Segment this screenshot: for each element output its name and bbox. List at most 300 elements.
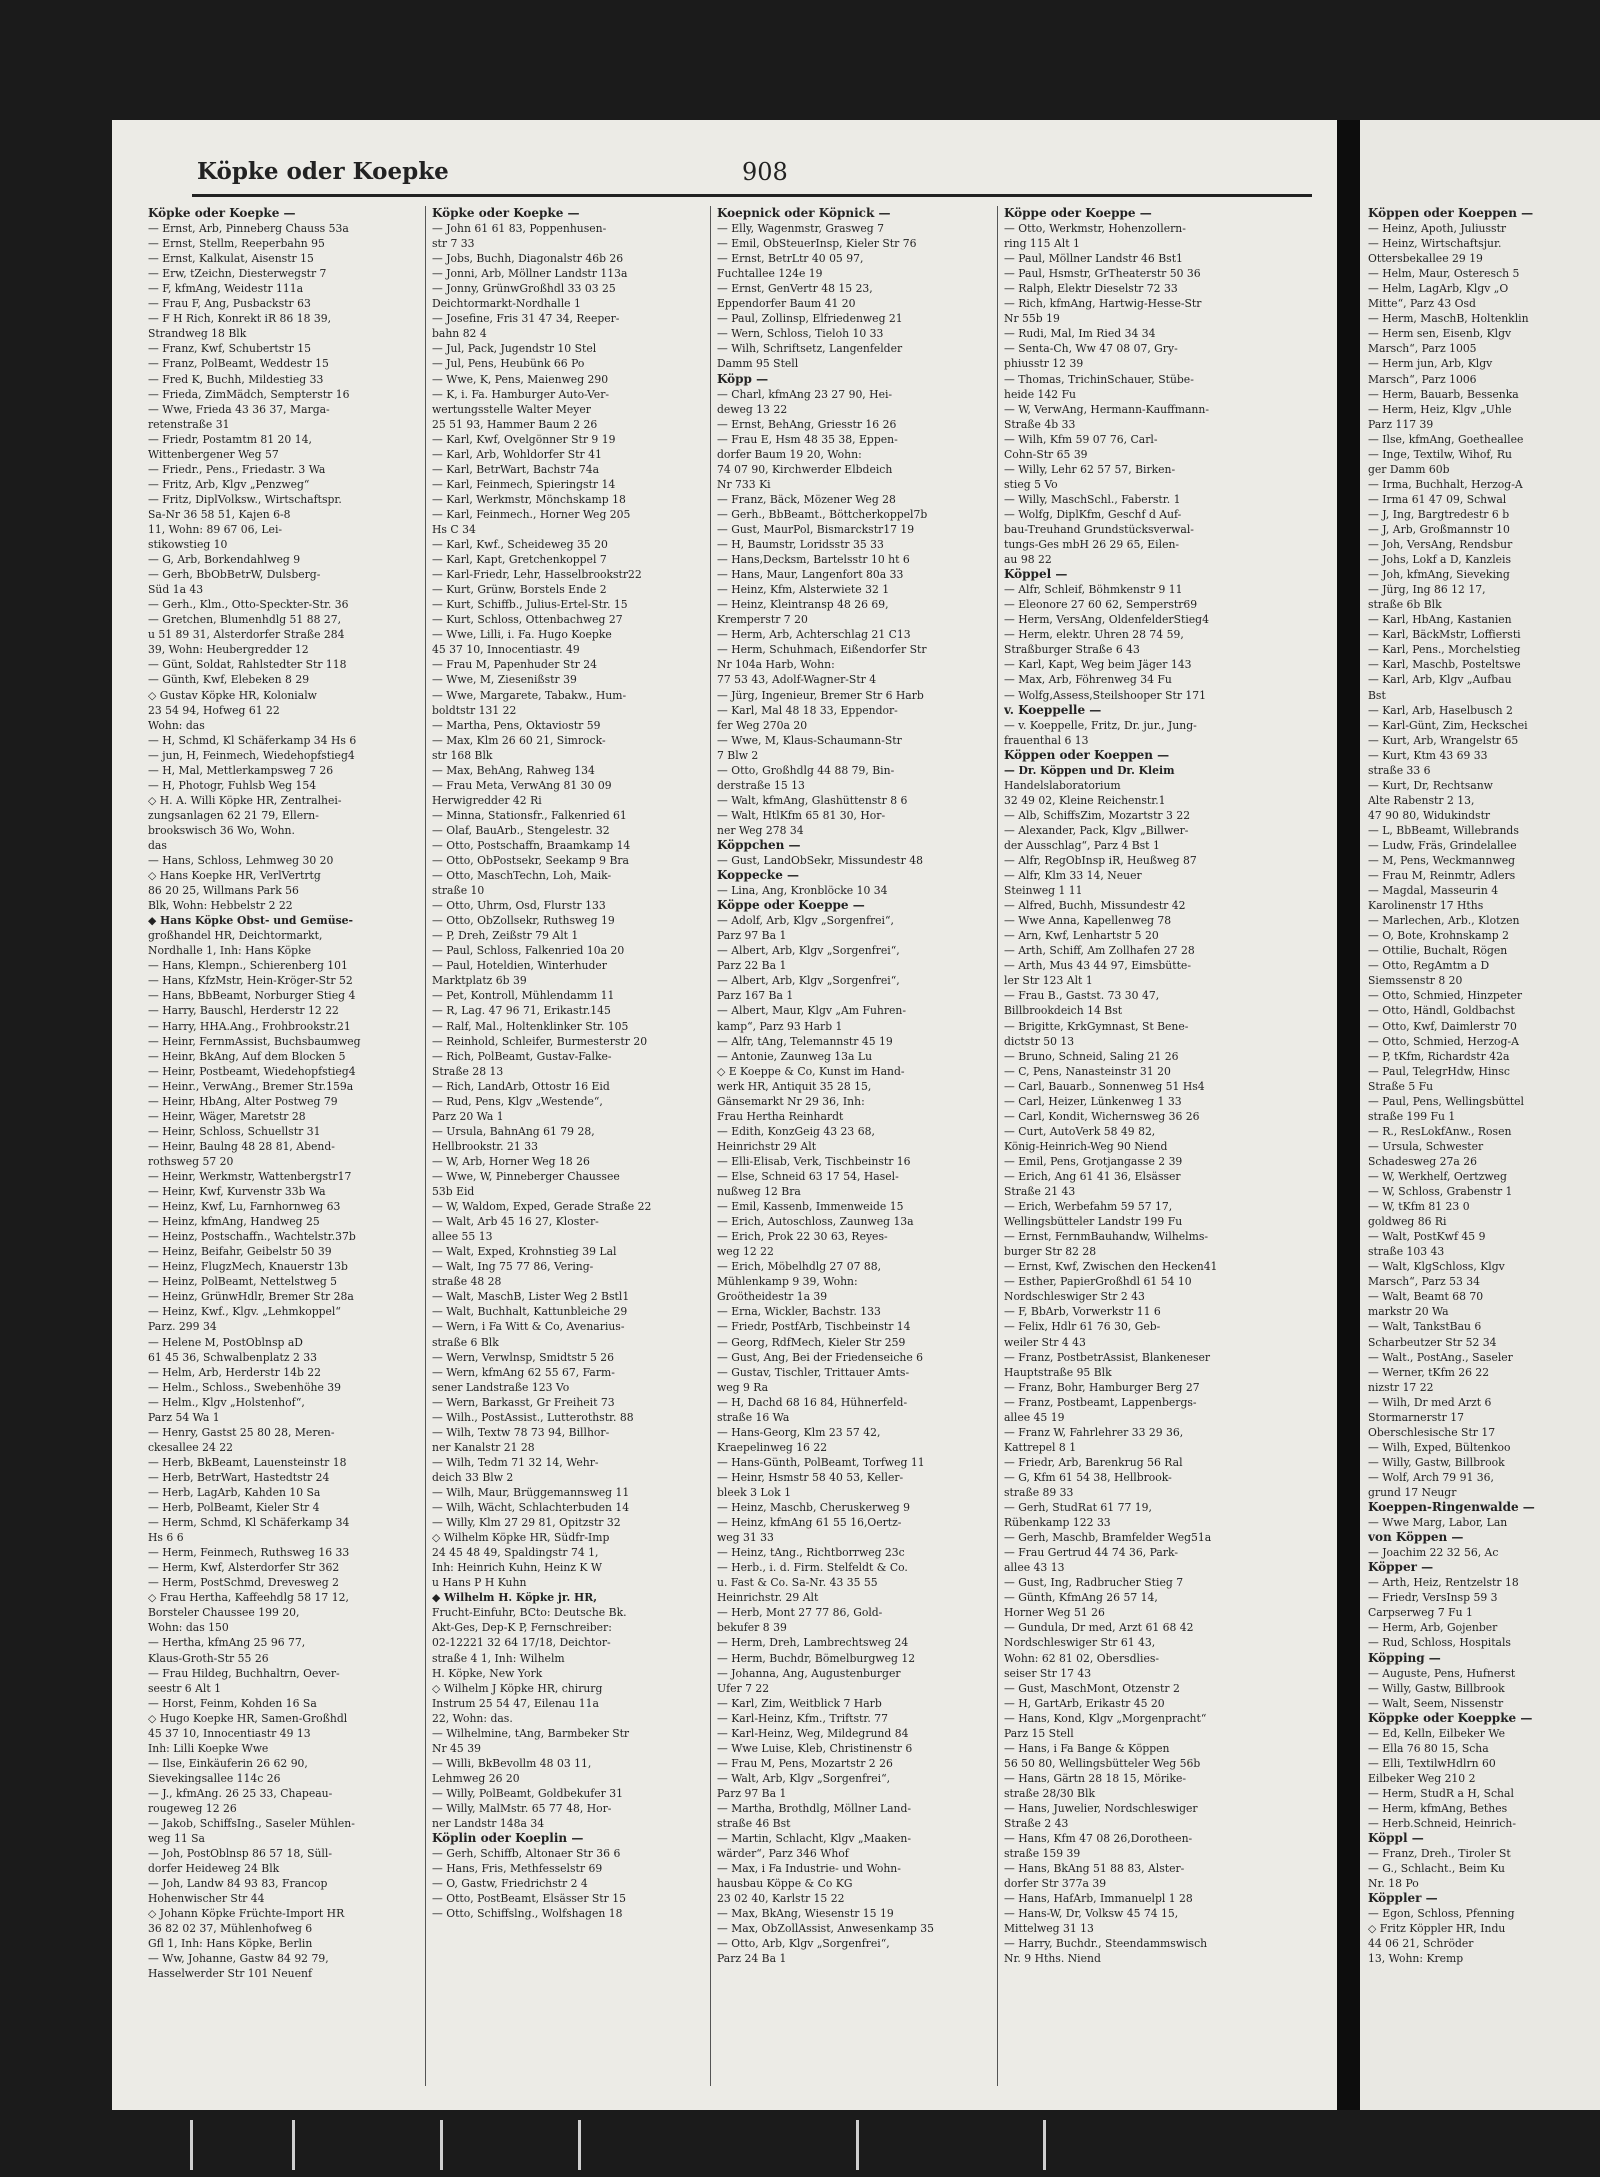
directory-entry-line: Steinweg 1 11: [1004, 884, 1083, 898]
directory-entry-line: — Wilh, Textw 78 73 94, Billhor-: [432, 1425, 610, 1439]
directory-entry-line: — Karl, Arb, Haselbusch 2: [1368, 703, 1513, 717]
directory-entry-line: — Willy, PolBeamt, Goldbekufer 31: [432, 1786, 624, 1800]
directory-entry-line: — Ernst, BehAng, Griesstr 16 26: [717, 417, 897, 431]
directory-entry-line: — Paul, Hoteldien, Winterhuder: [432, 959, 607, 973]
directory-entry-line: — P, tKfm, Richardstr 42a: [1368, 1049, 1510, 1063]
directory-entry-line: — Paul, Schloss, Falkenried 10a 20: [432, 944, 625, 958]
directory-entry-line: — Bruno, Schneid, Saling 21 26: [1004, 1049, 1179, 1063]
directory-entry-line: — Erich, Ang 61 41 36, Elsässer: [1004, 1170, 1181, 1183]
directory-entry-line: Wohn: 62 81 02, Obersdlies-: [1004, 1651, 1160, 1665]
directory-entry-line: Parz. 299 34: [148, 1320, 217, 1334]
directory-entry-line: Köppen oder Koeppen —: [1368, 206, 1534, 220]
directory-entry-line: — Minna, Stationsfr., Falkenried 61: [432, 808, 627, 822]
directory-entry-line: 24 45 48 49, Spaldingstr 74 1,: [432, 1546, 599, 1560]
directory-entry-line: — Heinz, GrünwHdlr, Bremer Str 28a: [148, 1290, 354, 1304]
directory-entry-line: — Wolfg, DiplKfm, Geschf d Auf-: [1004, 507, 1182, 521]
directory-entry-line: — Georg, RdfMech, Kieler Str 259: [717, 1335, 906, 1349]
directory-entry-line: 22, Wohn: das.: [432, 1711, 513, 1725]
directory-entry-line: Marktplatz 6b 39: [432, 974, 527, 988]
directory-entry-line: — Martha, Brothdlg, Möllner Land-: [717, 1801, 912, 1815]
directory-entry-line: weiler Str 4 43: [1004, 1335, 1086, 1349]
directory-entry-line: — Carl, Kondit, Wichernsweg 36 26: [1004, 1109, 1200, 1123]
directory-entry-line: — Fred K, Buchh, Mildestieg 33: [148, 372, 324, 386]
directory-page-right: [1360, 120, 1600, 2110]
directory-entry-line: — Erich, Möbelhdlg 27 07 88,: [717, 1260, 882, 1274]
directory-entry-line: — Friedr., Pens., Friedastr. 3 Wa: [148, 462, 326, 476]
directory-entry-line: — W, Waldom, Exped, Gerade Straße 22: [432, 1200, 652, 1214]
directory-entry-line: allee 43 13: [1004, 1561, 1065, 1575]
directory-entry-line: — Hans, KfzMstr, Hein-Kröger-Str 52: [148, 974, 353, 988]
directory-entry-line: — Gust, MaschMont, Otzenstr 2: [1004, 1681, 1180, 1695]
directory-entry-line: — Senta-Ch, Ww 47 08 07, Gry-: [1004, 342, 1178, 356]
directory-entry-line: — K, i. Fa. Hamburger Auto-Ver-: [432, 387, 610, 401]
directory-entry-line: — Ernst, Kwf, Zwischen den Hecken41: [1004, 1260, 1218, 1274]
directory-entry-line: — Herb, BkBeamt, Lauensteinstr 18: [148, 1455, 347, 1469]
directory-entry-line: Lehmweg 26 20: [432, 1771, 520, 1785]
directory-entry-line: König-Heinrich-Weg 90 Niend: [1004, 1139, 1168, 1153]
directory-entry-line: Köppel —: [1004, 567, 1068, 582]
directory-entry-line: — Gerh, StudRat 61 77 19,: [1004, 1501, 1152, 1515]
directory-entry-line: — Ottilie, Buchalt, Rögen: [1368, 944, 1508, 958]
directory-entry-line: — Lina, Ang, Kronblöcke 10 34: [717, 884, 888, 898]
directory-entry-line: — Ed, Kelln, Eilbeker We: [1368, 1726, 1505, 1740]
directory-entry-line: — Werner, tKfm 26 22: [1368, 1365, 1490, 1379]
directory-entry-line: 13, Wohn: Kremp: [1368, 1952, 1464, 1966]
directory-entry-line: — Max, BkAng, Wiesenstr 15 19: [717, 1907, 894, 1921]
directory-entry-line: — Herm, Dreh, Lambrechtsweg 24: [717, 1636, 909, 1650]
directory-entry-line: Handelslaboratorium: [1004, 778, 1121, 792]
directory-entry-line: — Herb.Schneid, Heinrich-: [1368, 1817, 1516, 1831]
page-number: 908: [742, 158, 788, 186]
directory-entry-line: — Carl, Bauarb., Sonnenweg 51 Hs4: [1004, 1079, 1205, 1093]
directory-entry-line: Straße 21 43: [1004, 1185, 1076, 1199]
directory-entry-line: str 7 33: [432, 237, 475, 251]
directory-entry-line: — Heinr, Werkmstr, Wattenbergstr17: [148, 1170, 352, 1183]
directory-entry-line: weg 11 Sa: [148, 1832, 205, 1846]
directory-entry-line: Koppecke —: [717, 868, 800, 883]
directory-entry-line: — Ernst, Arb, Pinneberg Chauss 53a: [148, 222, 349, 236]
directory-entry-line: Akt-Ges, Dep-K P, Fernschreiber:: [432, 1621, 612, 1635]
directory-entry-line: — Frau M, Reinmtr, Adlers: [1368, 869, 1516, 883]
directory-entry-line: — R, Lag. 47 96 71, Erikastr.145: [432, 1004, 611, 1018]
directory-entry-line: — Günth, Kwf, Elebeken 8 29: [148, 673, 310, 687]
directory-entry-line: — Heinz, Wirtschaftsjur.: [1368, 237, 1502, 251]
directory-entry-line: — Otto, Schmied, Hinzpeter: [1368, 989, 1523, 1003]
directory-entry-line: — J, Ing, Bargtredestr 6 b: [1368, 507, 1510, 521]
directory-entry-line: straße 33 6: [1368, 763, 1431, 777]
directory-entry-line: ◇ Wilhelm J Köpke HR, chirurg: [432, 1681, 603, 1695]
directory-entry-line: — H, Dachd 68 16 84, Hühnerfeld-: [717, 1395, 908, 1409]
directory-entry-line: — Ernst, GenVertr 48 15 23,: [717, 282, 873, 296]
directory-entry-line: — Herm sen, Eisenb, Klgv: [1368, 327, 1512, 341]
directory-entry-line: — W, Werkhelf, Oertzweg: [1368, 1170, 1507, 1183]
directory-entry-line: — Jobs, Buchh, Diagonalstr 46b 26: [432, 252, 624, 266]
directory-entry-line: ◇ Wilhelm Köpke HR, Südfr-Imp: [432, 1531, 610, 1545]
directory-entry-line: — Alfr, tAng, Telemannstr 45 19: [717, 1034, 893, 1048]
directory-entry-line: Köpper —: [1368, 1560, 1434, 1575]
directory-entry-line: — Otto, Händl, Goldbachst: [1368, 1004, 1515, 1018]
directory-entry-line: — Wwe, K, Pens, Maienweg 290: [432, 372, 609, 386]
directory-entry-line: — Marlechen, Arb., Klotzen: [1368, 914, 1520, 928]
directory-entry-line: — Wwe, Frieda 43 36 37, Marga-: [148, 402, 330, 416]
directory-entry-line: — H, GartArb, Erikastr 45 20: [1004, 1696, 1165, 1710]
directory-entry-line: goldweg 86 Ri: [1368, 1215, 1447, 1229]
directory-entry-line: — Karl, HbAng, Kastanien: [1368, 613, 1512, 627]
column-divider: [425, 206, 426, 2086]
directory-entry-line: — Ernst, FernmBauhandw, Wilhelms-: [1004, 1230, 1209, 1244]
directory-entry-line: — Harry, HHA.Ang., Frohbrookstr.21: [148, 1019, 351, 1033]
directory-entry-line: — Hertha, kfmAng 25 96 77,: [148, 1636, 306, 1650]
directory-entry-line: — Jürg, Ing 86 12 17,: [1368, 583, 1486, 597]
directory-column-right: [1368, 206, 1598, 2086]
directory-entry-line: — Wwe, M, Klaus-Schaumann-Str: [717, 733, 902, 747]
directory-entry-line: — Paul, Pens, Wellingsbüttel: [1368, 1094, 1525, 1108]
directory-entry-line: — Rud, Schloss, Hospitals: [1368, 1636, 1511, 1650]
directory-entry-line: Koeppen-Ringenwalde —: [1368, 1500, 1535, 1515]
directory-entry-line: 44 06 21, Schröder: [1368, 1937, 1474, 1951]
directory-entry-line: — Harry, Buchdr., Steendammswisch: [1004, 1937, 1208, 1951]
directory-entry-line: 56 50 80, Wellingsbütteler Weg 56b: [1004, 1756, 1201, 1770]
directory-entry-line: — Gust, MaurPol, Bismarckstr17 19: [717, 522, 915, 536]
directory-entry-line: — Karl, Arb, Wohldorfer Str 41: [432, 447, 602, 461]
directory-entry-line: — Heinz, kfmAng, Handweg 25: [148, 1215, 320, 1229]
directory-entry-line: Kraepelinweg 16 22: [717, 1440, 828, 1454]
directory-entry-line: — jun, H, Feinmech, Wiedehopfstieg4: [148, 748, 355, 762]
directory-entry-line: — Otto, Uhrm, Osd, Flurstr 133: [432, 899, 606, 913]
directory-entry-line: — Ralph, Elektr Dieselstr 72 33: [1004, 282, 1178, 296]
directory-entry-line: — Paul, Möllner Landstr 46 Bst1: [1004, 252, 1183, 266]
directory-entry-line: straße 28/30 Blk: [1004, 1786, 1095, 1800]
directory-entry-line: weg 9 Ra: [717, 1380, 769, 1394]
directory-entry-line: — Arth, Mus 43 44 97, Eimsbütte-: [1004, 959, 1191, 973]
directory-entry-line: — Arth, Schiff, Am Zollhafen 27 28: [1004, 944, 1195, 958]
directory-page-left: [112, 120, 1337, 2110]
directory-entry-line: Alte Rabenstr 2 13,: [1368, 793, 1475, 807]
directory-entry-line: — Rich, LandArb, Ottostr 16 Eid: [432, 1079, 610, 1093]
directory-entry-line: straße 6 Blk: [432, 1335, 499, 1349]
directory-entry-line: — Harry, Bauschl, Herderstr 12 22: [148, 1004, 339, 1018]
directory-entry-line: — Felix, Hdlr 61 76 30, Geb-: [1004, 1320, 1161, 1334]
directory-entry-line: Blk, Wohn: Hebbelstr 2 22: [148, 899, 293, 913]
directory-entry-line: — Wilh, Schriftsetz, Langenfelder: [717, 342, 903, 356]
directory-entry-line: — Walt, MaschB, Lister Weg 2 Bstl1: [432, 1290, 630, 1304]
directory-entry-line: Heinrichstr 29 Alt: [717, 1139, 817, 1153]
page-header-title: Köpke oder Koepke: [197, 158, 449, 185]
directory-entry-line: — Albert, Arb, Klgv „Sorgenfrei“,: [717, 974, 900, 988]
directory-entry-line: — Otto, ObZollsekr, Ruthsweg 19: [432, 914, 615, 928]
directory-entry-line: Bst: [1368, 688, 1386, 702]
directory-entry-line: — Adolf, Arb, Klgv „Sorgenfrei“,: [717, 914, 894, 928]
directory-entry-line: Frau Hertha Reinhardt: [717, 1109, 844, 1123]
book-gutter: [1337, 120, 1360, 2110]
directory-entry-line: Koepnick oder Köpnick —: [717, 206, 891, 220]
directory-entry-line: weg 12 22: [717, 1245, 774, 1259]
directory-entry-line: — Edith, KonzGeig 43 23 68,: [717, 1124, 875, 1138]
directory-entry-line: dorfer Baum 19 20, Wohn:: [717, 447, 862, 461]
directory-entry-line: Karolinenstr 17 Hths: [1368, 899, 1484, 913]
directory-entry-line: Straße 4b 33: [1004, 417, 1076, 431]
directory-entry-line: — Franz, Kwf, Schubertstr 15: [148, 342, 311, 356]
directory-entry-line: Gänsemarkt Nr 29 36, Inh:: [717, 1094, 865, 1108]
directory-entry-line: Hs C 34: [432, 522, 476, 536]
directory-entry-line: Horner Weg 51 26: [1004, 1606, 1105, 1620]
directory-entry-line: — Wwe, Lilli, i. Fa. Hugo Koepke: [432, 628, 612, 642]
directory-entry-line: Eppendorfer Baum 41 20: [717, 297, 856, 311]
directory-entry-line: — Pet, Kontroll, Mühlendamm 11: [432, 989, 615, 1003]
directory-entry-line: — Hans, Schloss, Lehmweg 30 20: [148, 854, 334, 868]
directory-entry-line: — Wilh, Kfm 59 07 76, Carl-: [1004, 432, 1158, 446]
directory-entry-line: — Karl, Werkmstr, Mönchskamp 18: [432, 492, 626, 506]
directory-entry-line: — Otto, Postschaffn, Braamkamp 14: [432, 838, 631, 852]
directory-entry-line: — O, Bote, Krohnskamp 2: [1368, 929, 1509, 943]
directory-entry-line: — Herb, BetrWart, Hastedtstr 24: [148, 1470, 330, 1484]
directory-entry-line: — Wwe, Margarete, Tabakw., Hum-: [432, 688, 627, 702]
directory-entry-line: — Kurt, Grünw, Borstels Ende 2: [432, 583, 607, 597]
directory-entry-line: — Frau Hildeg, Buchhaltrn, Oever-: [148, 1666, 340, 1680]
directory-entry-line: — Jakob, SchiffsIng., Saseler Mühlen-: [148, 1817, 355, 1831]
directory-entry-line: — Charl, kfmAng 23 27 90, Hei-: [717, 387, 893, 401]
directory-entry-line: — H, Schmd, Kl Schäferkamp 34 Hs 6: [148, 733, 357, 747]
directory-entry-line: ◇ H. A. Willi Köpke HR, Zentralhei-: [148, 793, 342, 807]
directory-entry-line: — Herm, Bauarb, Bessenka: [1368, 387, 1519, 401]
directory-entry-line: u 51 89 31, Alsterdorfer Straße 284: [148, 628, 345, 642]
directory-entry-line: — Max, ObZollAssist, Anwesenkamp 35: [717, 1922, 934, 1936]
film-mark: [292, 2120, 295, 2170]
directory-entry-line: Parz 117 39: [1368, 417, 1434, 431]
directory-entry-line: ckesallee 24 22: [148, 1440, 233, 1454]
directory-entry-line: — Heinr, Schloss, Schuellstr 31: [148, 1124, 321, 1138]
directory-entry-line: — Heinz, PolBeamt, Nettelstweg 5: [148, 1275, 338, 1289]
directory-entry-line: — Hans, Maur, Langenfort 80a 33: [717, 568, 904, 582]
directory-entry-line: — Arn, Kwf, Lenhartstr 5 20: [1004, 929, 1159, 943]
directory-entry-line: 23 02 40, Karlstr 15 22: [717, 1892, 845, 1906]
directory-entry-line: — Günth, KfmAng 26 57 14,: [1004, 1591, 1158, 1605]
directory-entry-line: au 98 22: [1004, 553, 1052, 567]
directory-entry-line: — Ernst, BetrLtr 40 05 97,: [717, 252, 864, 266]
directory-entry-line: Nr 45 39: [432, 1741, 481, 1755]
directory-entry-line: — Heinr, HbAng, Alter Postweg 79: [148, 1094, 338, 1108]
directory-entry-line: — Otto, Arb, Klgv „Sorgenfrei“,: [717, 1937, 890, 1951]
directory-entry-line: — Otto, Schmied, Herzog-A: [1368, 1034, 1519, 1048]
directory-entry-line: — Karl-Günt, Zim, Heckschei: [1368, 718, 1528, 732]
directory-entry-line: — Ilse, Einkäuferin 26 62 90,: [148, 1756, 308, 1770]
directory-entry-line: Borsteler Chaussee 199 20,: [148, 1606, 300, 1620]
directory-entry-line: straße 89 33: [1004, 1485, 1074, 1499]
directory-entry-line: — Hans, BbBeamt, Norburger Stieg 4: [148, 989, 356, 1003]
directory-entry-line: — Walt, Beamt 68 70: [1368, 1290, 1484, 1304]
directory-entry-line: — Magdal, Masseurin 4: [1368, 884, 1499, 898]
directory-entry-line: — Hans, i Fa Bange & Köppen: [1004, 1741, 1170, 1755]
directory-entry-line: — Elli-Elisab, Verk, Tischbeinstr 16: [717, 1154, 911, 1168]
directory-entry-line: — Friedr, VersInsp 59 3: [1368, 1591, 1498, 1605]
directory-entry-line: 45 37 10, Innocentiastr. 49: [432, 643, 580, 657]
directory-entry-line: — G., Schlacht., Beim Ku: [1368, 1862, 1505, 1876]
directory-entry-line: — Herb, LagArb, Kahden 10 Sa: [148, 1485, 321, 1499]
directory-entry-line: tungs-Ges mbH 26 29 65, Eilen-: [1004, 538, 1180, 552]
directory-entry-line: — Hans, HafArb, Immanuelpl 1 28: [1004, 1892, 1193, 1906]
directory-entry-line: — Antonie, Zaunweg 13a Lu: [717, 1049, 873, 1063]
directory-entry-line: — Herm jun, Arb, Klgv: [1368, 357, 1493, 371]
directory-entry-line: Wittenbergener Weg 57: [148, 447, 279, 461]
directory-entry-line: Kattrepel 8 1: [1004, 1440, 1077, 1454]
directory-entry-line: — Herm, Arb, Achterschlag 21 C13: [717, 628, 911, 642]
directory-entry-line: — G, Kfm 61 54 38, Hellbrook-: [1004, 1470, 1172, 1484]
directory-entry-line: Inh: Lilli Koepke Wwe: [148, 1741, 269, 1755]
directory-entry-line: — Gerh., BbBeamt., Böttcherkoppel7b: [717, 507, 928, 521]
directory-entry-line: — Inge, Textilw, Wihof, Ru: [1368, 447, 1512, 461]
directory-entry-line: phiusstr 12 39: [1004, 357, 1084, 371]
directory-entry-line: Schadesweg 27a 26: [1368, 1154, 1477, 1168]
directory-entry-line: — Erich, Werbefahm 59 57 17,: [1004, 1200, 1173, 1214]
directory-entry-line: — Emil, ObSteuerInsp, Kieler Str 76: [717, 237, 917, 251]
directory-entry-line: — Otto, Großhdlg 44 88 79, Bin-: [717, 763, 895, 777]
directory-entry-line: — Herm, Arb, Gojenber: [1368, 1621, 1498, 1635]
directory-entry-line: — Karl, Kwf, Ovelgönner Str 9 19: [432, 432, 616, 446]
directory-entry-line: — Karl-Friedr, Lehr, Hasselbrookstr22: [432, 568, 642, 582]
directory-entry-line: — Wilh, Wächt, Schlachterbuden 14: [432, 1501, 630, 1515]
directory-entry-line: bekufer 8 39: [717, 1621, 787, 1635]
directory-entry-line: — M, Pens, Weckmannweg: [1368, 854, 1515, 868]
directory-entry-line: straße 6b Blk: [1368, 598, 1442, 612]
directory-entry-line: — Fritz, DiplVolksw., Wirtschaftspr.: [148, 492, 342, 506]
directory-entry-line: — Walt., PostAng., Saseler: [1368, 1350, 1513, 1364]
directory-entry-line: — P, Dreh, Zeißstr 79 Alt 1: [432, 929, 579, 943]
directory-entry-line: — Ursula, BahnAng 61 79 28,: [432, 1124, 595, 1138]
directory-entry-line: — Karl, BäckMstr, Loffiersti: [1368, 628, 1521, 642]
directory-entry-line: — C, Pens, Nanasteinstr 31 20: [1004, 1064, 1171, 1078]
directory-entry-line: — Heinz, Maschb, Cheruskerweg 9: [717, 1501, 910, 1515]
directory-entry-line: — Paul, TelegrHdw, Hinsc: [1368, 1064, 1510, 1078]
directory-entry-line: — Karl, Mal 48 18 33, Eppendor-: [717, 703, 898, 717]
directory-entry-line: ◇ Fritz Köppler HR, Indu: [1368, 1922, 1506, 1936]
directory-entry-line: heide 142 Fu: [1004, 387, 1077, 401]
directory-entry-line: — Alb, SchiffsZim, Mozartstr 3 22: [1004, 808, 1191, 822]
directory-entry-line: — Wwe, M, Ziesenißstr 39: [432, 673, 577, 687]
directory-entry-line: — Jonny, GrünwGroßhdl 33 03 25: [432, 282, 616, 296]
directory-entry-line: — Gust, Ing, Radbrucher Stieg 7: [1004, 1576, 1184, 1590]
directory-entry-line: markstr 20 Wa: [1368, 1305, 1449, 1319]
directory-entry-line: — Wern, Schloss, Tieloh 10 33: [717, 327, 884, 341]
directory-entry-line: — Willy, MalMstr. 65 77 48, Hor-: [432, 1801, 612, 1815]
directory-entry-line: seiser Str 17 43: [1004, 1666, 1092, 1680]
directory-entry-line: Heinrichstr. 29 Alt: [717, 1591, 819, 1605]
directory-entry-line: von Köppen —: [1368, 1530, 1464, 1545]
directory-entry-line: — Gerh., Klm., Otto-Speckter-Str. 36: [148, 598, 349, 612]
directory-entry-line: — Erich, Prok 22 30 63, Reyes-: [717, 1230, 888, 1244]
directory-entry-line: — John 61 61 83, Poppenhusen-: [432, 222, 607, 236]
directory-entry-line: — Max, BehAng, Rahweg 134: [432, 763, 595, 777]
directory-entry-line: wärder“, Parz 346 Whof: [717, 1847, 849, 1861]
directory-entry-line: Marsch“, Parz 53 34: [1368, 1275, 1480, 1289]
directory-entry-line: — Herm, Schmd, Kl Schäferkamp 34: [148, 1516, 350, 1530]
directory-entry-line: — Emil, Pens, Grotjangasse 2 39: [1004, 1154, 1183, 1168]
directory-entry-line: — Wolfg,Assess,Steilshooper Str 171: [1004, 688, 1207, 702]
directory-entry-line: — Heinz, Kwf., Klgv. „Lehmkoppel“: [148, 1305, 341, 1319]
directory-entry-line: deweg 13 22: [717, 402, 788, 416]
directory-entry-line: — Heinr, Postbeamt, Wiedehopfstieg4: [148, 1064, 356, 1078]
directory-entry-line: — Otto, MaschTechn, Loh, Maik-: [432, 869, 612, 883]
directory-entry-line: — Herm, kfmAng, Bethes: [1368, 1801, 1508, 1815]
directory-entry-line: straße 199 Fu 1: [1368, 1109, 1456, 1123]
directory-entry-line: — Arth, Heiz, Rentzelstr 18: [1368, 1576, 1519, 1590]
directory-entry-line: Köpke oder Koepke —: [432, 206, 580, 220]
directory-entry-line: — Helm, Maur, Osteresch 5: [1368, 267, 1520, 281]
directory-entry-line: bahn 82 4: [432, 327, 487, 341]
directory-entry-line: das: [148, 838, 167, 852]
directory-entry-line: bleek 3 Lok 1: [717, 1485, 791, 1499]
directory-entry-line: — Hans, Kfm 47 08 26,Dorotheen-: [1004, 1832, 1193, 1846]
directory-entry-line: — Friedr, Arb, Barenkrug 56 Ral: [1004, 1455, 1183, 1469]
directory-entry-line: ◇ Gustav Köpke HR, Kolonialw: [148, 688, 317, 702]
directory-entry-line: — Frau M, Papenhuder Str 24: [432, 658, 597, 672]
directory-entry-line: — Wilhelmine, tAng, Barmbeker Str: [432, 1726, 630, 1740]
directory-entry-line: Köppe oder Koeppe —: [717, 898, 865, 913]
directory-entry-line: — Helm, Arb, Herderstr 14b 22: [148, 1365, 322, 1379]
directory-entry-line: — Gust, Ang, Bei der Friedenseiche 6: [717, 1350, 924, 1364]
directory-entry-line: — Karl, Kapt, Weg beim Jäger 143: [1004, 658, 1192, 672]
directory-entry-line: Marsch“, Parz 1006: [1368, 372, 1477, 386]
directory-entry-line: — Herm, Schuhmach, Eißendorfer Str: [717, 643, 927, 657]
directory-entry-line: — Ralf, Mal., Holtenklinker Str. 105: [432, 1019, 629, 1033]
directory-entry-line: — Brigitte, KrkGymnast, St Bene-: [1004, 1019, 1189, 1033]
directory-entry-line: seestr 6 Alt 1: [148, 1681, 221, 1695]
directory-entry-line: 02-12221 32 64 17/18, Deichtor-: [432, 1636, 611, 1650]
directory-entry-line: — Gundula, Dr med, Arzt 61 68 42: [1004, 1621, 1194, 1635]
directory-entry-line: Nordschleswiger Str 61 43,: [1004, 1636, 1156, 1650]
directory-entry-line: — Walt, Exped, Krohnstieg 39 Lal: [432, 1245, 617, 1259]
directory-entry-line: Parz 97 Ba 1: [717, 929, 787, 943]
directory-entry-line: — Johs, Lokf a D, Kanzleis: [1368, 553, 1512, 567]
directory-entry-line: ger Damm 60b: [1368, 462, 1450, 476]
directory-entry-line: 25 51 93, Hammer Baum 2 26: [432, 417, 598, 431]
film-mark: [856, 2120, 859, 2170]
directory-entry-line: ◆ Wilhelm H. Köpke jr. HR,: [432, 1591, 597, 1605]
directory-entry-line: — Eleonore 27 60 62, Semperstr69: [1004, 598, 1198, 612]
directory-entry-line: — Gerh, Maschb, Bramfelder Weg51a: [1004, 1531, 1212, 1545]
directory-entry-line: — Joh, VersAng, Rendsbur: [1368, 538, 1513, 552]
directory-entry-line: — H, Baumstr, Loridsstr 35 33: [717, 538, 884, 552]
directory-entry-line: — Gerh, BbObBetrW, Dulsberg-: [148, 568, 321, 582]
directory-entry-line: — Helm, LagArb, Klgv „O: [1368, 282, 1509, 296]
directory-entry-line: — Paul, Hsmstr, GrTheaterstr 50 36: [1004, 267, 1201, 281]
directory-entry-line: — Rich, PolBeamt, Gustav-Falke-: [432, 1049, 612, 1063]
directory-entry-line: — Dr. Köppen und Dr. Kleim: [1004, 763, 1175, 777]
directory-entry-line: — Heinz, kfmAng 61 55 16,Oertz-: [717, 1516, 902, 1530]
directory-entry-line: — Carl, Heizer, Lünkenweg 1 33: [1004, 1094, 1182, 1108]
directory-entry-line: — F, BbArb, Vorwerkstr 11 6: [1004, 1305, 1161, 1319]
directory-entry-line: Scharbeutzer Str 52 34: [1368, 1335, 1497, 1349]
directory-entry-line: Straße 28 13: [432, 1064, 504, 1078]
directory-entry-line: — Elly, Wagenmstr, Grasweg 7: [717, 222, 884, 236]
directory-entry-line: — Helene M, PostOblnsp aD: [148, 1335, 303, 1349]
directory-entry-line: Straße 5 Fu: [1368, 1079, 1434, 1093]
directory-entry-line: — Heinr, Baulng 48 28 81, Abend-: [148, 1139, 335, 1153]
directory-entry-line: Eilbeker Weg 210 2: [1368, 1771, 1476, 1785]
directory-entry-line: — Karl, Zim, Weitblick 7 Harb: [717, 1696, 882, 1710]
directory-entry-line: 86 20 25, Willmans Park 56: [148, 884, 299, 898]
directory-entry-line: — Karl, Kwf., Scheideweg 35 20: [432, 538, 608, 552]
directory-entry-line: Klaus-Groth-Str 55 26: [148, 1651, 269, 1665]
directory-entry-line: — Alfred, Buchh, Missundestr 42: [1004, 899, 1186, 913]
directory-entry-line: — Max, Arb, Föhrenweg 34 Fu: [1004, 673, 1172, 687]
directory-entry-line: — Frau M, Pens, Mozartstr 2 26: [717, 1756, 893, 1770]
directory-entry-line: H. Köpke, New York: [432, 1666, 543, 1680]
directory-entry-line: — Helm., Schloss., Swebenhöhe 39: [148, 1380, 341, 1394]
directory-entry-line: — Walt, kfmAng, Glashüttenstr 8 6: [717, 793, 908, 807]
directory-entry-line: Straße 2 43: [1004, 1817, 1069, 1831]
directory-entry-line: ◆ Hans Köpke Obst- und Gemüse-: [148, 914, 354, 928]
directory-entry-line: — Heinr, Wäger, Maretstr 28: [148, 1109, 306, 1123]
